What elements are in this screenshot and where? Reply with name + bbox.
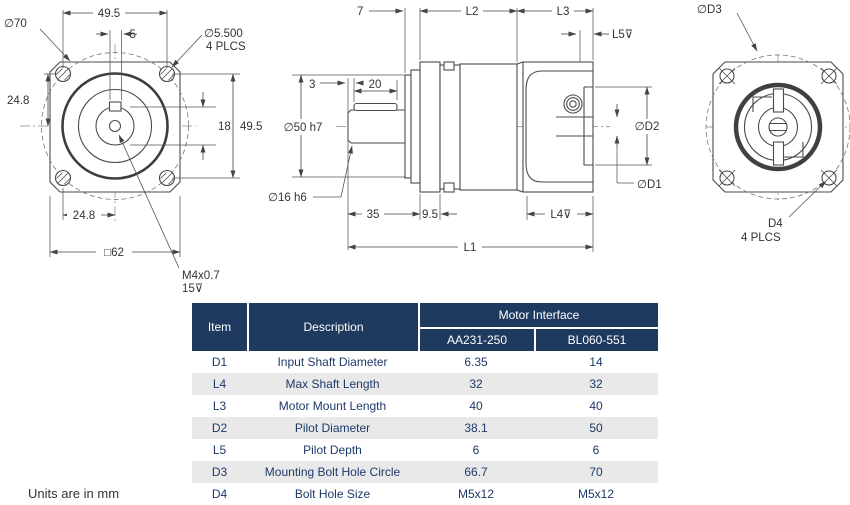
- row-description: Motor Mount Length: [278, 399, 387, 413]
- row-value-bl: M5x12: [577, 487, 615, 501]
- row-value-bl: 50: [589, 421, 603, 435]
- gear-housing: [460, 64, 517, 190]
- front-plate: [411, 70, 420, 183]
- table-row: [192, 395, 658, 417]
- dim-L4: L4⊽: [550, 209, 572, 221]
- callout-m4: M4x0.7: [182, 270, 220, 282]
- units-note: Units are in mm: [28, 486, 120, 501]
- shaft-key: [354, 104, 397, 111]
- front-view: [4, 6, 275, 295]
- row-description: Pilot Depth: [303, 443, 362, 457]
- callout-d4: D4: [768, 218, 783, 230]
- row-value-bl: 6: [592, 443, 600, 457]
- row-description: Bolt Hole Size: [294, 487, 371, 501]
- dim-9-5: 9.5: [422, 209, 438, 221]
- row-value-aa: 32: [469, 377, 483, 391]
- row-item: D2: [211, 421, 228, 435]
- rear-view: [697, 4, 850, 244]
- front-keyway: [110, 102, 122, 111]
- row-description: Input Shaft Diameter: [277, 355, 388, 369]
- table-row: [192, 417, 658, 439]
- row-item: L4: [212, 377, 227, 391]
- row-value-bl: 40: [589, 399, 603, 413]
- row-item: D4: [211, 487, 228, 501]
- row-value-bl: 70: [589, 465, 603, 479]
- dim-L2: L2: [465, 6, 479, 18]
- dim-5: 5: [129, 29, 136, 41]
- table-row: [192, 461, 658, 483]
- housing-adapter-cone: [517, 62, 523, 192]
- flange-notch-top: [444, 62, 454, 70]
- flange-notch-bottom: [444, 183, 454, 192]
- mount-flange: [420, 62, 440, 192]
- dim-L5: L5⊽: [612, 29, 634, 41]
- table-row: [192, 351, 658, 373]
- clamp-slot-bottom: [774, 142, 784, 165]
- pilot-boss: [405, 75, 411, 178]
- dim-diaD1: ∅D1: [637, 179, 662, 191]
- dim-49-5-right: 49.5: [240, 121, 263, 133]
- dim-dia50: ∅50 h7: [283, 122, 323, 134]
- table-row: [192, 483, 658, 505]
- dim-3: 3: [309, 79, 316, 91]
- dim-dia5-5-plcs: 4 PLCS: [206, 41, 246, 53]
- header-col-aa231-250: AA231-250: [418, 327, 534, 351]
- header-description: Description: [247, 303, 418, 351]
- dim-L1: L1: [463, 242, 477, 254]
- motor-interface-table: [192, 303, 658, 505]
- callout-d4-plcs: 4 PLCS: [741, 232, 781, 244]
- row-description: Pilot Diameter: [294, 421, 371, 435]
- front-flange-outline: [50, 62, 180, 192]
- header-item: Item: [207, 320, 232, 334]
- clamp-slot-top: [774, 89, 784, 112]
- dim-dia70: ∅70: [4, 18, 27, 30]
- row-value-aa: 6.35: [464, 355, 488, 369]
- row-item: L3: [212, 399, 227, 413]
- dim-dia5-5: ∅5.500: [204, 28, 243, 40]
- row-value-aa: 38.1: [464, 421, 488, 435]
- row-item: L5: [212, 443, 227, 457]
- dim-20: 20: [368, 79, 382, 91]
- dim-diaD2: ∅D2: [634, 121, 660, 133]
- row-value-bl: 14: [589, 355, 603, 369]
- side-view: [268, 5, 662, 255]
- dim-24-8-left: 24.8: [7, 95, 30, 107]
- flange-back: [440, 65, 460, 189]
- callout-m4-depth: 15⊽: [182, 283, 204, 295]
- dim-sq62: □62: [104, 247, 124, 259]
- dim-49-5-top: 49.5: [97, 8, 121, 20]
- dim-7: 7: [357, 6, 364, 18]
- row-item: D1: [211, 355, 228, 369]
- dim-35: 35: [366, 209, 380, 221]
- row-value-aa: 66.7: [464, 465, 488, 479]
- row-value-aa: 40: [469, 399, 483, 413]
- header-motor-interface: Motor Interface: [418, 303, 658, 327]
- table-row: [192, 439, 658, 461]
- motor-adapter: [523, 62, 593, 192]
- row-value-bl: 32: [589, 377, 603, 391]
- dim-L3: L3: [556, 6, 570, 18]
- dim-18: 18: [218, 121, 231, 133]
- dim-24-8-bottom: 24.8: [72, 210, 96, 222]
- row-value-aa: 6: [472, 443, 480, 457]
- table-row: [192, 373, 658, 395]
- row-item: D3: [211, 465, 228, 479]
- row-description: Max Shaft Length: [285, 377, 380, 391]
- dim-diaD3: ∅D3: [697, 4, 722, 16]
- row-description: Mounting Bolt Hole Circle: [264, 465, 401, 479]
- dim-dia16: ∅16 h6: [268, 192, 307, 204]
- row-value-aa: M5x12: [457, 487, 495, 501]
- header-col-bl060-551: BL060-551: [534, 327, 658, 351]
- table-header: [192, 303, 658, 351]
- output-shaft: [348, 110, 406, 143]
